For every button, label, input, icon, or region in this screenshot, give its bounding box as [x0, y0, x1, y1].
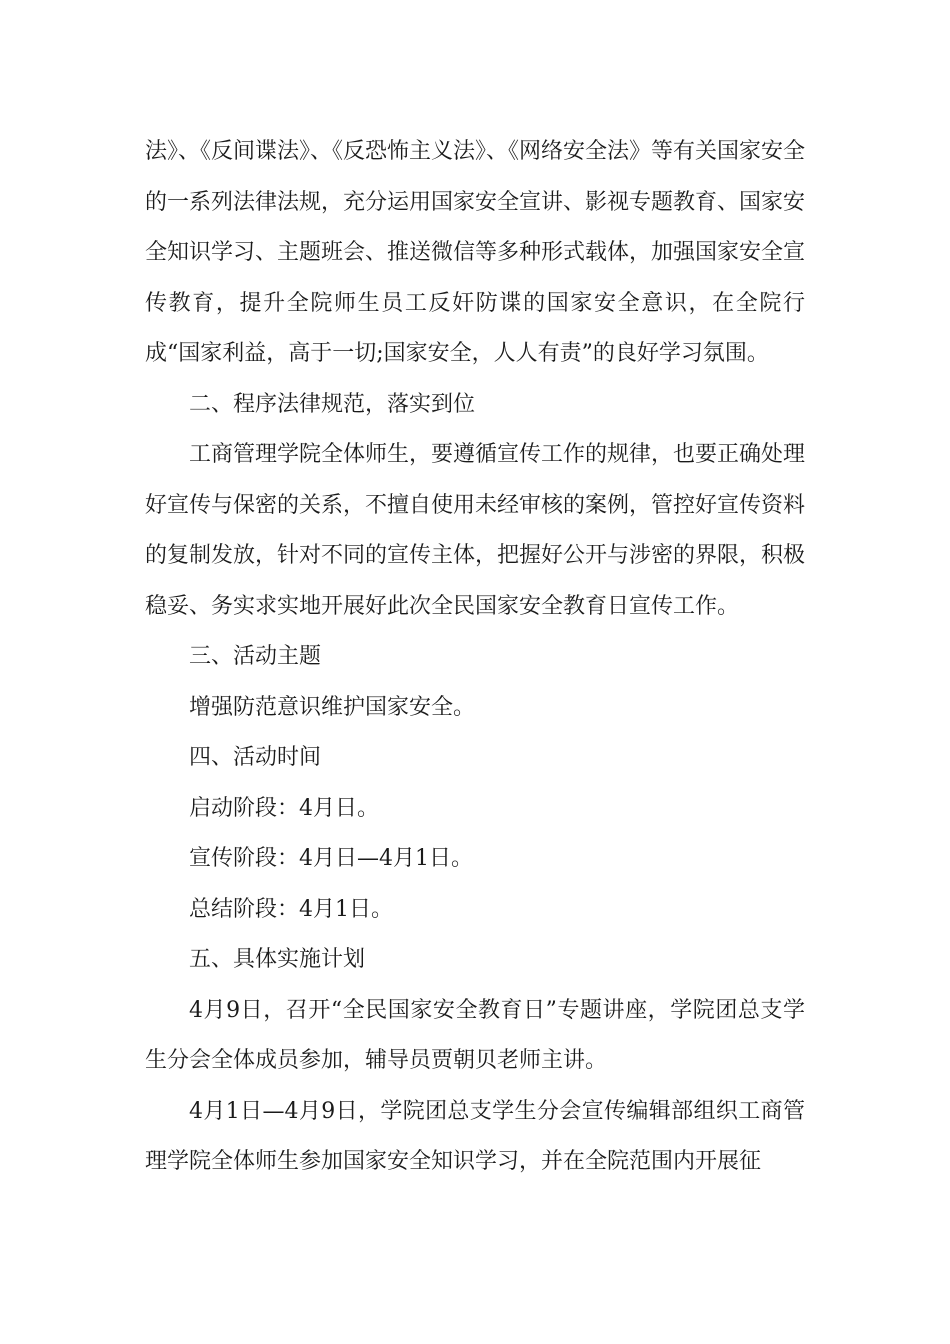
paragraph-start-phase: 启动阶段：4月日。: [189, 795, 379, 821]
paragraph-plan-study: 4月1日—4月9日，学院团总支学生分会宣传编辑部组织工商管理学院全体师生参加国家安全知识学习，并在全院范围内开展征: [145, 1098, 805, 1174]
heading-procedure: 二、程序法律规范，落实到位: [189, 391, 476, 417]
paragraph-summary-phase: 总结阶段：4月1日。: [189, 896, 393, 922]
paragraph-plan-lecture: 4月9日，召开“全民国家安全教育日”专题讲座，学院团总支学生分会全体成员参加，辅导员贾朝贝老师主讲。: [145, 997, 805, 1073]
document-body: [145, 127, 805, 1188]
heading-time: 四、活动时间: [189, 745, 322, 770]
heading-plan: 五、具体实施计划: [189, 947, 366, 972]
paragraph-law-intro: 法》、《反间谍法》、《反恐怖主义法》、《网络安全法》等有关国家安全的一系列法律法规，充分运用国家安全宣讲、影视专题教育、国家安全知识学习、主题班会、推送微信等多种形式载体，加强国家安全宣传教育，提升全院师生员工反奸防谍的国家安全意识，在全院行成“国家利益，高于一切;国家安全，人人有责”的良好学习氛围。: [145, 139, 806, 366]
paragraph-procedure: 工商管理学院全体师生，要遵循宣传工作的规律，也要正确处理好宣传与保密的关系，不擅自使用未经审核的案例，管控好宣传资料的复制发放，针对不同的宣传主体，把握好公开与涉密的界限，积极稳妥、务实求实地开展好此次全民国家安全教育日宣传工作。: [145, 442, 806, 619]
heading-theme: 三、活动主题: [189, 644, 322, 669]
paragraph-theme: 增强防范意识维护国家安全。: [189, 694, 476, 720]
paragraph-publicity-phase: 宣传阶段：4月日—4月1日。: [189, 846, 473, 871]
